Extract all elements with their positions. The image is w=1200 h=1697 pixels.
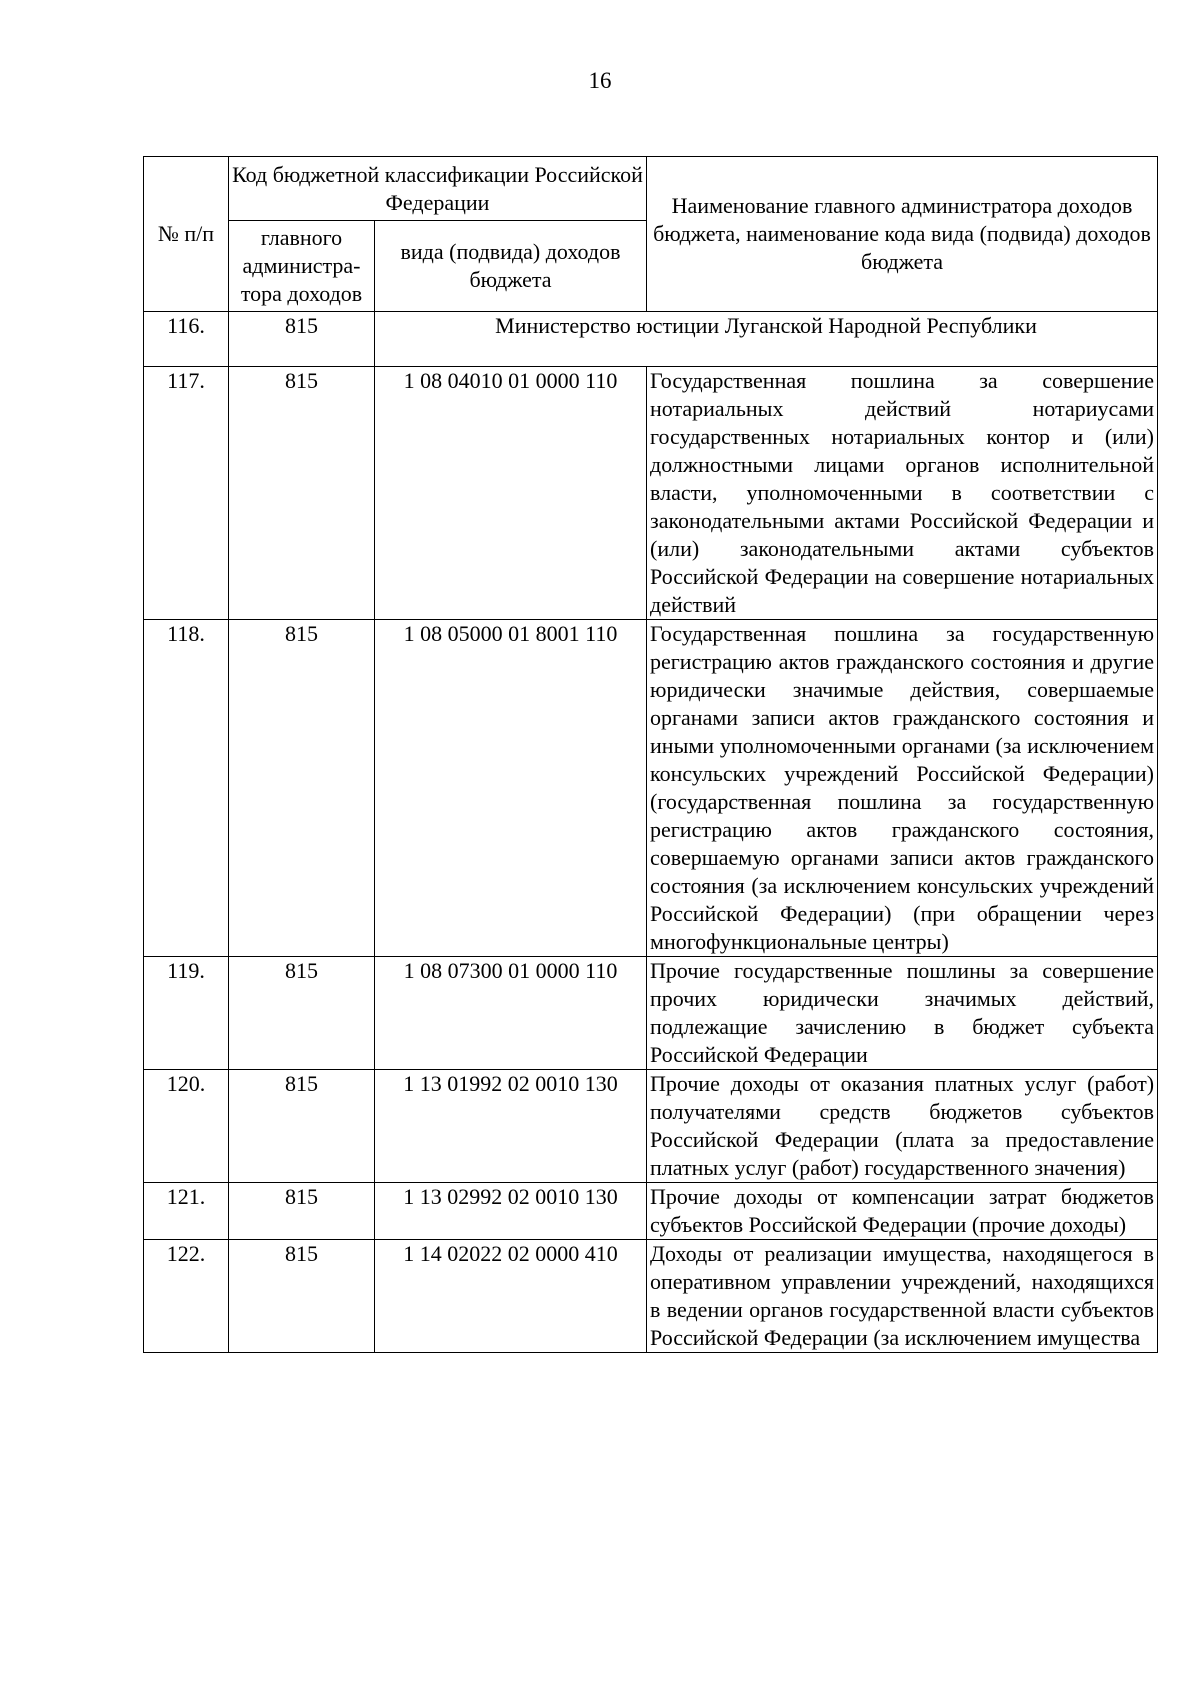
row-num: 118. <box>144 620 229 957</box>
row-description: Прочие доходы от оказания платных услуг (работ) получателями средств бюджетов субъектов Российской Федерации (плата за предоставление платных услуг (работ) государственного значения) <box>647 1070 1158 1183</box>
header-code-group: Код бюджетной классификации Российской Федерации <box>229 157 647 221</box>
budget-classification-table <box>143 156 1158 1353</box>
page-number: 16 <box>588 68 612 93</box>
header-admin: главного администра-тора доходов <box>229 221 375 312</box>
row-revenue-code: 1 08 05000 01 8001 110 <box>375 620 647 957</box>
table-row <box>144 957 1158 1070</box>
header-kind: вида (подвида) доходов бюджета <box>375 221 647 312</box>
row-num: 119. <box>144 957 229 1070</box>
row-description: Прочие доходы от компенсации затрат бюджетов субъектов Российской Федерации (прочие доходы) <box>647 1183 1158 1240</box>
section-row <box>144 312 1158 367</box>
section-num: 116. <box>144 312 229 367</box>
row-num: 122. <box>144 1240 229 1353</box>
row-num: 120. <box>144 1070 229 1183</box>
row-admin-code: 815 <box>229 1240 375 1353</box>
row-num: 121. <box>144 1183 229 1240</box>
table-row <box>144 1240 1158 1353</box>
row-num: 117. <box>144 367 229 620</box>
table-row <box>144 1070 1158 1183</box>
section-admin-code: 815 <box>229 312 375 367</box>
row-description: Государственная пошлина за совершение нотариальных действий нотариусами государственных нотариальных контор и (или) должностными лицами органов исполнительной власти, уполномоченными в соответствии с законодательными актами Российской Федерации и (или) законодательными актами субъектов Российской Федерации на совершение нотариальных действий <box>647 367 1158 620</box>
section-title: Министерство юстиции Луганской Народной Республики <box>375 312 1158 367</box>
table-row <box>144 367 1158 620</box>
header-name: Наименование главного администратора доходов бюджета, наименование кода вида (подвида) доходов бюджета <box>647 157 1158 312</box>
header-num: № п/п <box>144 157 229 312</box>
row-description: Прочие государственные пошлины за совершение прочих юридически значимых действий, подлежащие зачислению в бюджет субъекта Российской Федерации <box>647 957 1158 1070</box>
table-row <box>144 1183 1158 1240</box>
row-admin-code: 815 <box>229 620 375 957</box>
row-admin-code: 815 <box>229 957 375 1070</box>
table-row <box>144 620 1158 957</box>
row-description: Доходы от реализации имущества, находящегося в оперативном управлении учреждений, находящихся в ведении органов государственной власти субъектов Российской Федерации (за исключением имущества <box>647 1240 1158 1353</box>
row-revenue-code: 1 08 07300 01 0000 110 <box>375 957 647 1070</box>
row-revenue-code: 1 13 02992 02 0010 130 <box>375 1183 647 1240</box>
row-revenue-code: 1 14 02022 02 0000 410 <box>375 1240 647 1353</box>
row-description: Государственная пошлина за государственную регистрацию актов гражданского состояния и другие юридически значимые действия, совершаемые органами записи актов гражданского состояния и иными уполномоченными органами (за исключением консульских учреждений Российской Федерации) (государственная пошлина за государственную регистрацию актов гражданского состояния, совершаемую органами записи актов гражданского состояния (за исключением консульских учреждений Российской Федерации) (при обращении через многофункциональные центры) <box>647 620 1158 957</box>
row-revenue-code: 1 08 04010 01 0000 110 <box>375 367 647 620</box>
row-admin-code: 815 <box>229 1183 375 1240</box>
row-revenue-code: 1 13 01992 02 0010 130 <box>375 1070 647 1183</box>
row-admin-code: 815 <box>229 367 375 620</box>
row-admin-code: 815 <box>229 1070 375 1183</box>
